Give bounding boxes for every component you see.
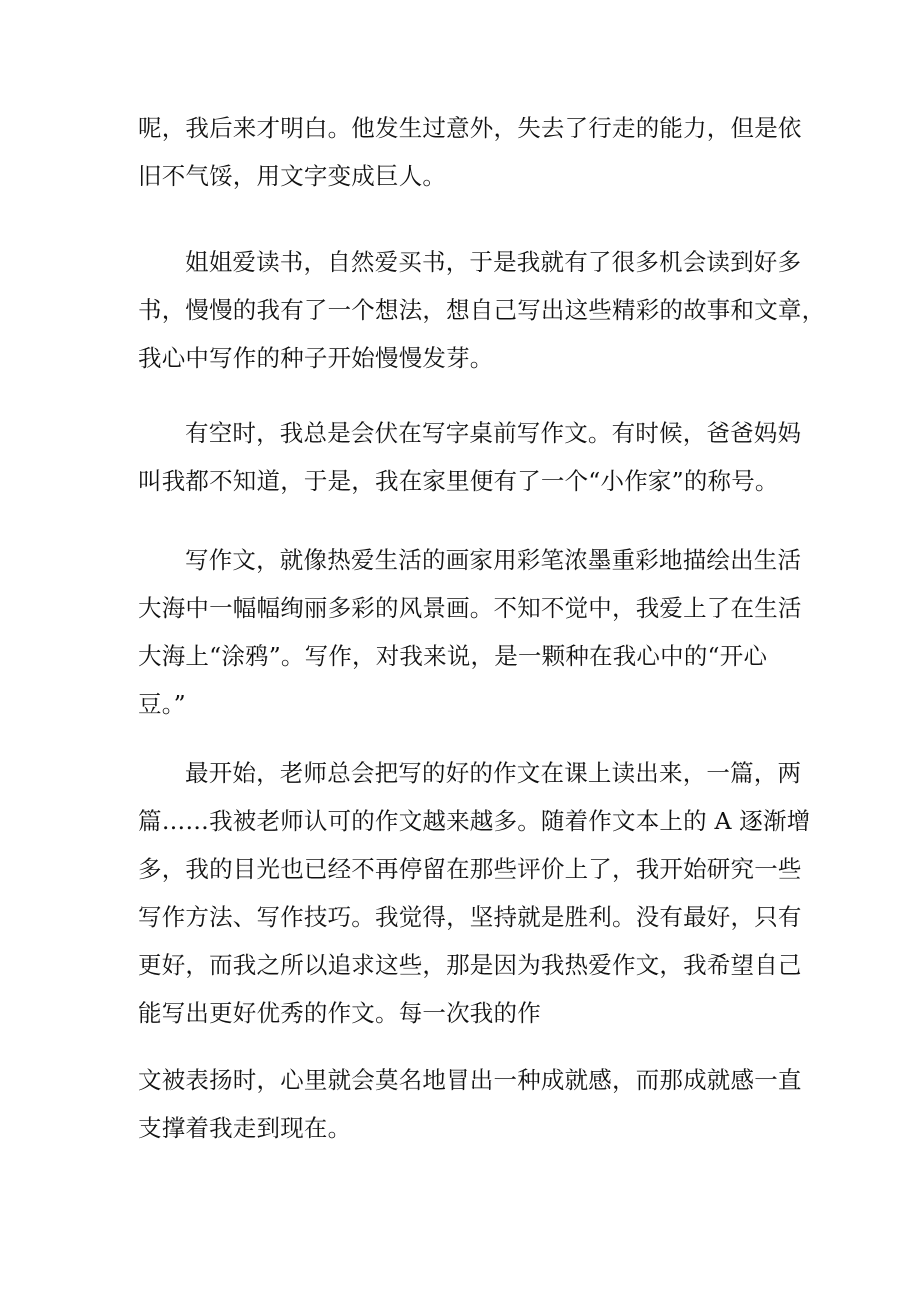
paragraph-4 <box>138 536 802 728</box>
text-line: 最开始，老师总会把写的好的作文在课上读出来，一篇，两 <box>185 759 802 787</box>
text-line: 有空时，我总是会伏在写字桌前写作文。有时候，爸爸妈妈 <box>185 419 802 447</box>
text-line: 姐姐爱读书，自然爱买书，于是我就有了很多机会读到好多 <box>185 248 802 276</box>
text-line: 大海中一幅幅绚丽多彩的风景画。不知不觉中，我爱上了在生活 <box>138 594 802 622</box>
text-line: 旧不气馁，用文字变成巨人。 <box>138 162 447 190</box>
paragraph-1 <box>138 104 802 200</box>
text-line: 写作方法、写作技巧。我觉得，坚持就是胜利。没有最好，只有 <box>138 903 802 931</box>
text-line: 能写出更好优秀的作文。每一次我的作 <box>138 999 541 1027</box>
text-line: 多，我的目光也已经不再停留在那些评价上了，我开始研究一些 <box>138 855 802 883</box>
paragraph-3 <box>138 409 802 505</box>
paragraph-5 <box>138 749 811 1037</box>
text-line: 文被表扬时，心里就会莫名地冒出一种成就感，而那成就感一直 <box>138 1066 802 1094</box>
text-line: 更好，而我之所以追求这些，那是因为我热爱作文，我希望自己 <box>138 951 802 979</box>
paragraph-2 <box>138 238 826 382</box>
text-line: 大海上“涂鸦”。写作，对我来说，是一颗种在我心中的“开心 <box>138 642 768 670</box>
paragraph-6 <box>138 1056 802 1152</box>
text-line: 我心中写作的种子开始慢慢发芽。 <box>138 344 494 372</box>
text-line: 呢，我后来才明白。他发生过意外，失去了行走的能力，但是依 <box>138 114 802 142</box>
text-line: 豆。” <box>138 690 186 718</box>
text-line: 写作文，就像热爱生活的画家用彩笔浓墨重彩地描绘出生活 <box>185 546 802 574</box>
text-line: 叫我都不知道，于是，我在家里便有了一个“小作家”的称号。 <box>138 467 779 495</box>
text-line: 支撑着我走到现在。 <box>138 1114 352 1142</box>
text-line: 书，慢慢的我有了一个想法，想自己写出这些精彩的故事和文章， <box>138 296 826 324</box>
text-line: 篇……我被老师认可的作文越来越多。随着作文本上的 A 逐渐增 <box>138 807 811 835</box>
